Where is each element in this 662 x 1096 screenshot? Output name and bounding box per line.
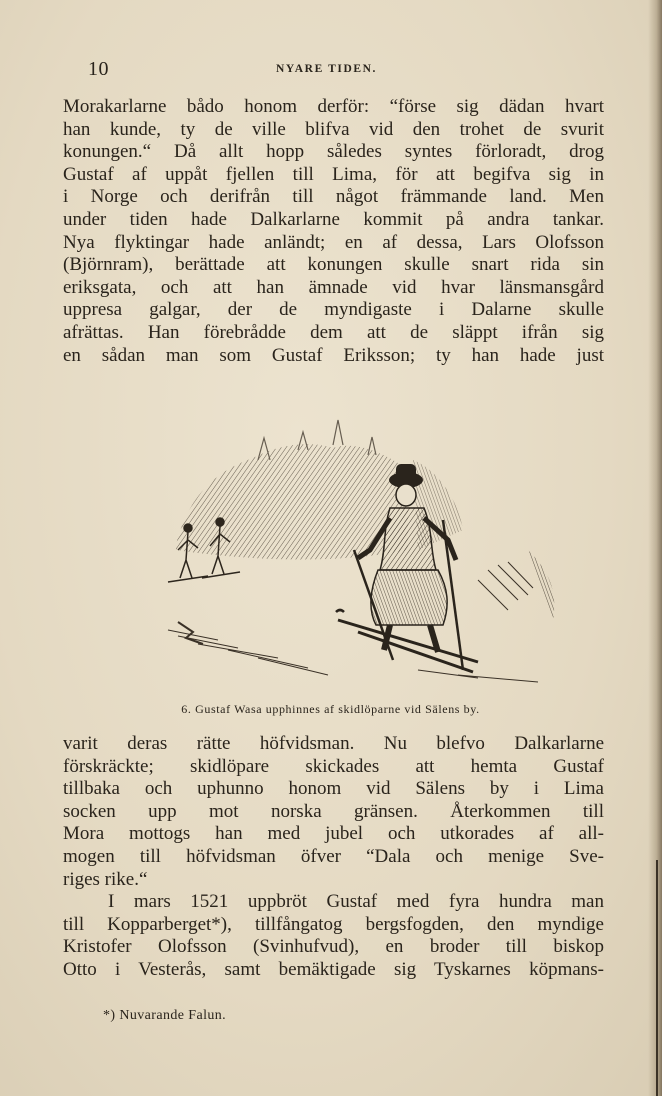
text-line: en sådan man som Gustaf Eriksson; ty han hade just [63,344,604,366]
text-line: afrättas. Han förebrådde dem att de släppt ifrån sig [63,321,604,343]
text-line: socken upp mot norska gränsen. Återkommen till [63,800,604,822]
text-line: (Björnram), berättade att konungen skulle snart rida sin [63,254,604,276]
running-title: NYARE TIDEN. [276,63,378,75]
text-line: Gustaf af uppåt fjellen till Lima, för att begifva sig in [63,163,604,185]
text-line: uppresa galgar, der de myndigaste i Dalarne skulle [63,299,604,321]
text-line: till Kopparberget*), tillfångatog bergsfogden, den myndige [63,913,604,935]
running-head [88,58,608,80]
text-line: Mora mottogs han med jubel och utkorades af all- [63,823,604,845]
page-edge-line [656,860,658,1096]
illustration-svg [158,400,578,685]
text-line: tillbaka och uphunno honom vid Sälens by i Lima [63,778,604,800]
text-line: Otto i Vesterås, samt bemäktigade sig Tyskarnes köpmans- [63,958,604,980]
figure-caption: 6. Gustaf Wasa upphinnes af skidlöparne vid Sälens by. [181,702,480,716]
text-line: eriksgata, och att han ämnade vid hvar länsmansgård [63,276,604,298]
page-edge-shadow [648,0,662,1096]
text-line: under tiden hade Dalkarlarne kommit på andra tankar. [63,208,604,230]
text-line: I mars 1521 uppbröt Gustaf med fyra hundra man [108,891,604,913]
text-line: Nya flyktingar hade anländt; en af dessa, Lars Olofsson [63,231,604,253]
text-line: Morakarlarne bådo honom derför: “förse sig dädan hvart [63,96,604,117]
body-text-bottom [63,733,604,982]
text-line: Kristofer Olofsson (Svinhufvud), en broder till biskop [63,936,604,958]
text-line: varit deras rätte höfvidsman. Nu blefvo Dalkarlarne [63,733,604,754]
text-line: han kunde, ty de ville blifva vid den trohet de svurit [63,118,604,140]
body-text-top [63,96,604,367]
text-line: riges rike.“ [63,868,148,890]
text-line: mogen till höfvidsman öfver “Dala och menige Sve- [63,845,604,867]
engraving-skier-illustration [158,400,578,685]
page-number: 10 [88,58,109,80]
text-line: i Norge och derifrån till något främmande land. Men [63,186,604,208]
footnote: *) Nuvarande Falun. [103,1008,227,1023]
text-line: konungen.“ Då allt hopp således syntes förloradt, drog [63,141,604,163]
text-line: förskräckte; skidlöpare skickades att hemta Gustaf [63,755,604,777]
